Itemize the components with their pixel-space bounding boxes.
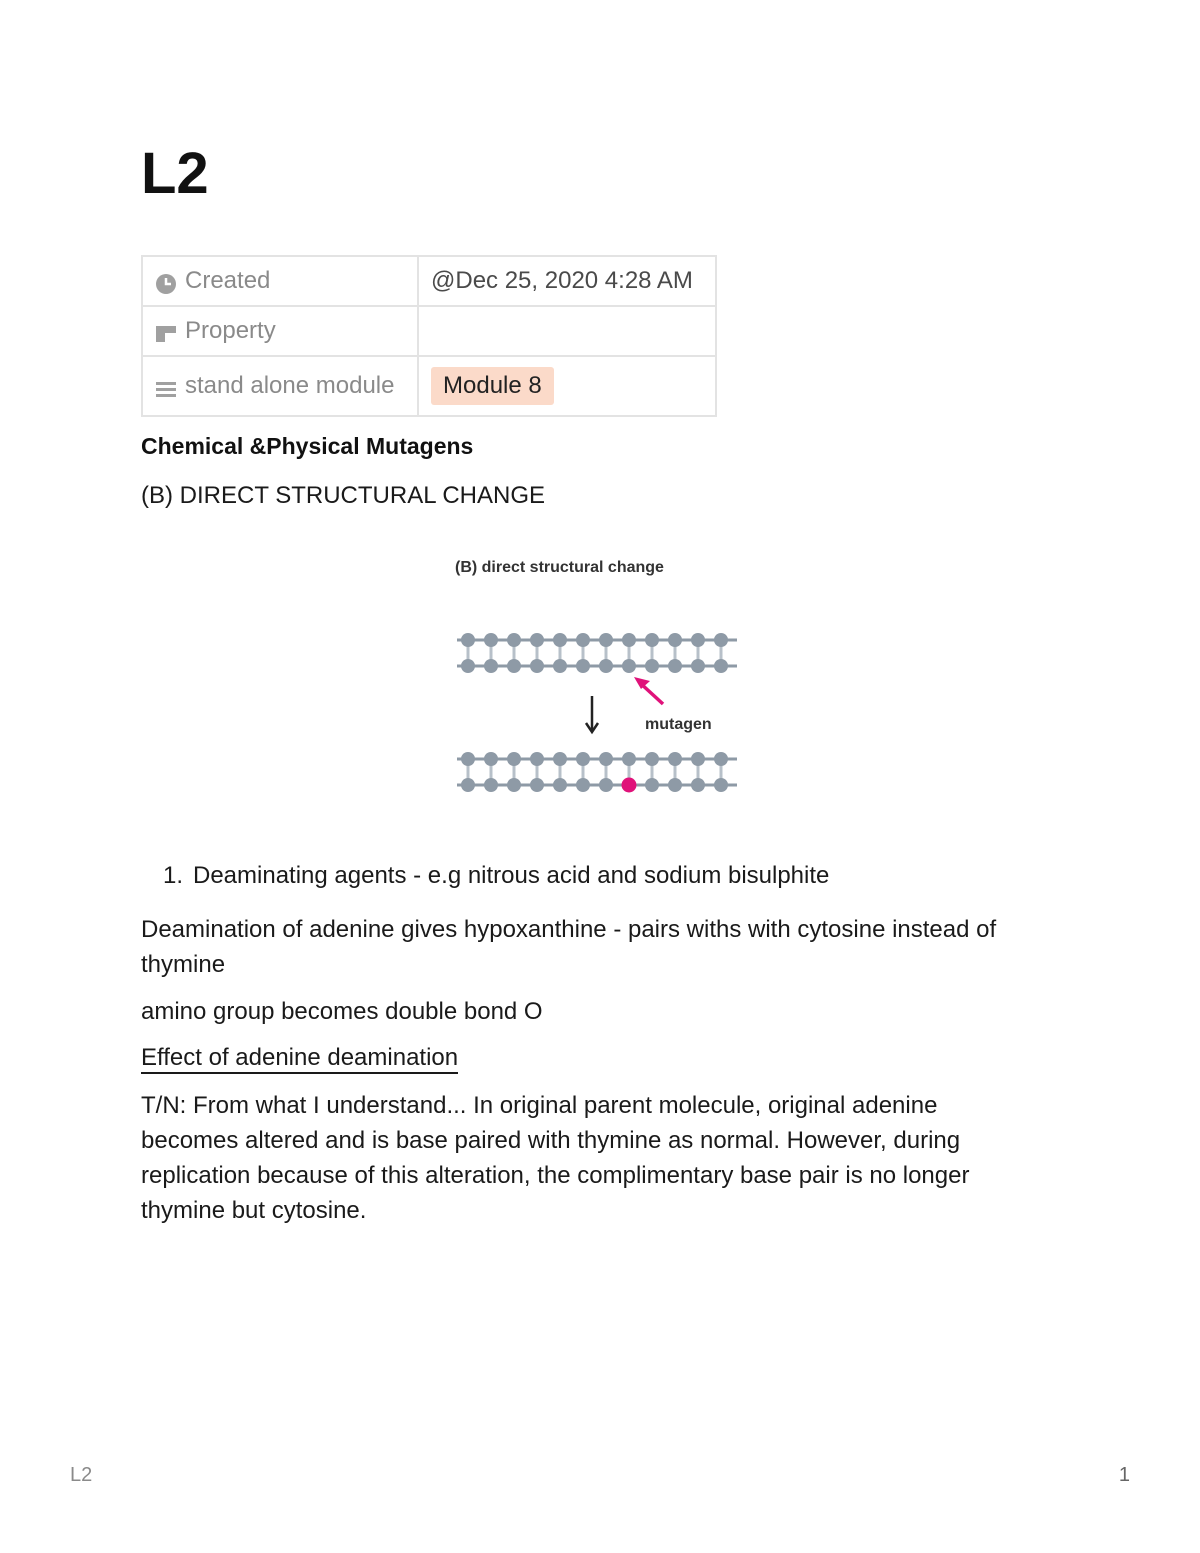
nucleotide-bead (530, 778, 544, 792)
footer-page-number: 1 (1118, 1464, 1130, 1486)
page-title: L2 (141, 141, 209, 206)
nucleotide-bead (668, 659, 682, 673)
nucleotide-bead (530, 752, 544, 766)
property-value-module[interactable] (418, 356, 716, 416)
property-label-module: stand alone module (185, 372, 395, 399)
mutagen-arrow-icon (634, 677, 663, 704)
dna-strands (457, 633, 737, 793)
module-tag[interactable]: Module 8 (431, 367, 554, 405)
paragraph-amino-group: amino group becomes double bond O (141, 998, 543, 1025)
nucleotide-bead (530, 659, 544, 673)
clock-icon (155, 273, 177, 295)
nucleotide-bead (622, 633, 636, 647)
nucleotide-bead (461, 778, 475, 792)
nucleotide-bead (622, 752, 636, 766)
nucleotide-bead (599, 659, 613, 673)
down-arrow-icon (586, 696, 598, 732)
property-row-created (142, 256, 716, 306)
mutated-base (622, 778, 637, 793)
nucleotide-bead (599, 633, 613, 647)
dna-strand-before (457, 633, 737, 673)
underlined-text: Effect of adenine deamination (141, 1044, 458, 1074)
property-row-module (142, 356, 716, 416)
nucleotide-bead (576, 659, 590, 673)
nucleotide-bead (576, 633, 590, 647)
nucleotide-bead (484, 778, 498, 792)
nucleotide-bead (461, 659, 475, 673)
property-key-module (142, 356, 418, 416)
property-label-created: Created (185, 267, 271, 294)
property-key-property (142, 306, 418, 356)
nucleotide-bead (599, 778, 613, 792)
nucleotide-bead (507, 778, 521, 792)
nucleotide-bead (622, 659, 636, 673)
nucleotide-bead (484, 633, 498, 647)
paragraph-deamination: Deamination of adenine gives hypoxanthine - pairs withs with cytosine instead of thymine (141, 916, 997, 978)
nucleotide-bead (461, 633, 475, 647)
nucleotide-bead (553, 659, 567, 673)
property-label-property: Property (185, 317, 276, 344)
nucleotide-bead (484, 752, 498, 766)
section-heading: Chemical &Physical Mutagens (141, 433, 474, 459)
nucleotide-bead (553, 778, 567, 792)
nucleotide-bead (645, 778, 659, 792)
property-value-created[interactable]: @Dec 25, 2020 4:28 AM (418, 256, 716, 306)
list-item-number: 1. (162, 862, 183, 889)
nucleotide-bead (553, 633, 567, 647)
nucleotide-bead (576, 752, 590, 766)
figure-mutagen-label: mutagen (645, 716, 712, 733)
property-row-property (142, 306, 716, 356)
nucleotide-bead (507, 659, 521, 673)
property-key-created (142, 256, 418, 306)
nucleotide-bead (691, 778, 705, 792)
nucleotide-bead (668, 633, 682, 647)
nucleotide-bead (461, 752, 475, 766)
nucleotide-bead (714, 752, 728, 766)
text-property-icon (155, 323, 177, 345)
numbered-list (141, 862, 829, 890)
nucleotide-bead (645, 633, 659, 647)
footer-title: L2 (70, 1464, 93, 1486)
list-item-text: Deaminating agents - e.g nitrous acid and sodium bisulphite (193, 862, 830, 889)
nucleotide-bead (530, 633, 544, 647)
section-subtitle: (B) DIRECT STRUCTURAL CHANGE (141, 482, 546, 509)
property-value-property[interactable] (418, 306, 716, 356)
dna-mutation-figure (445, 548, 755, 828)
nucleotide-bead (645, 752, 659, 766)
nucleotide-bead (553, 752, 567, 766)
nucleotide-bead (714, 633, 728, 647)
nucleotide-bead (714, 659, 728, 673)
paragraph-effect-heading (141, 1040, 458, 1075)
nucleotide-bead (668, 752, 682, 766)
nucleotide-bead (714, 778, 728, 792)
paragraph-tn-note: T/N: From what I understand... In original parent molecule, original adenine becomes altered and is base paired with thymine as normal. However, during replication because of this alteration, the complimentary base pair is no longer thymine but cytosine. (141, 1092, 970, 1224)
nucleotide-bead (507, 633, 521, 647)
dna-strand-after (457, 752, 737, 793)
list-icon (155, 378, 177, 400)
nucleotide-bead (599, 752, 613, 766)
figure-title: (B) direct structural change (455, 559, 664, 576)
nucleotide-bead (691, 659, 705, 673)
nucleotide-bead (691, 633, 705, 647)
nucleotide-bead (576, 778, 590, 792)
list-item (141, 862, 829, 890)
properties-table (141, 255, 717, 417)
nucleotide-bead (668, 778, 682, 792)
nucleotide-bead (507, 752, 521, 766)
nucleotide-bead (645, 659, 659, 673)
nucleotide-bead (484, 659, 498, 673)
nucleotide-bead (691, 752, 705, 766)
